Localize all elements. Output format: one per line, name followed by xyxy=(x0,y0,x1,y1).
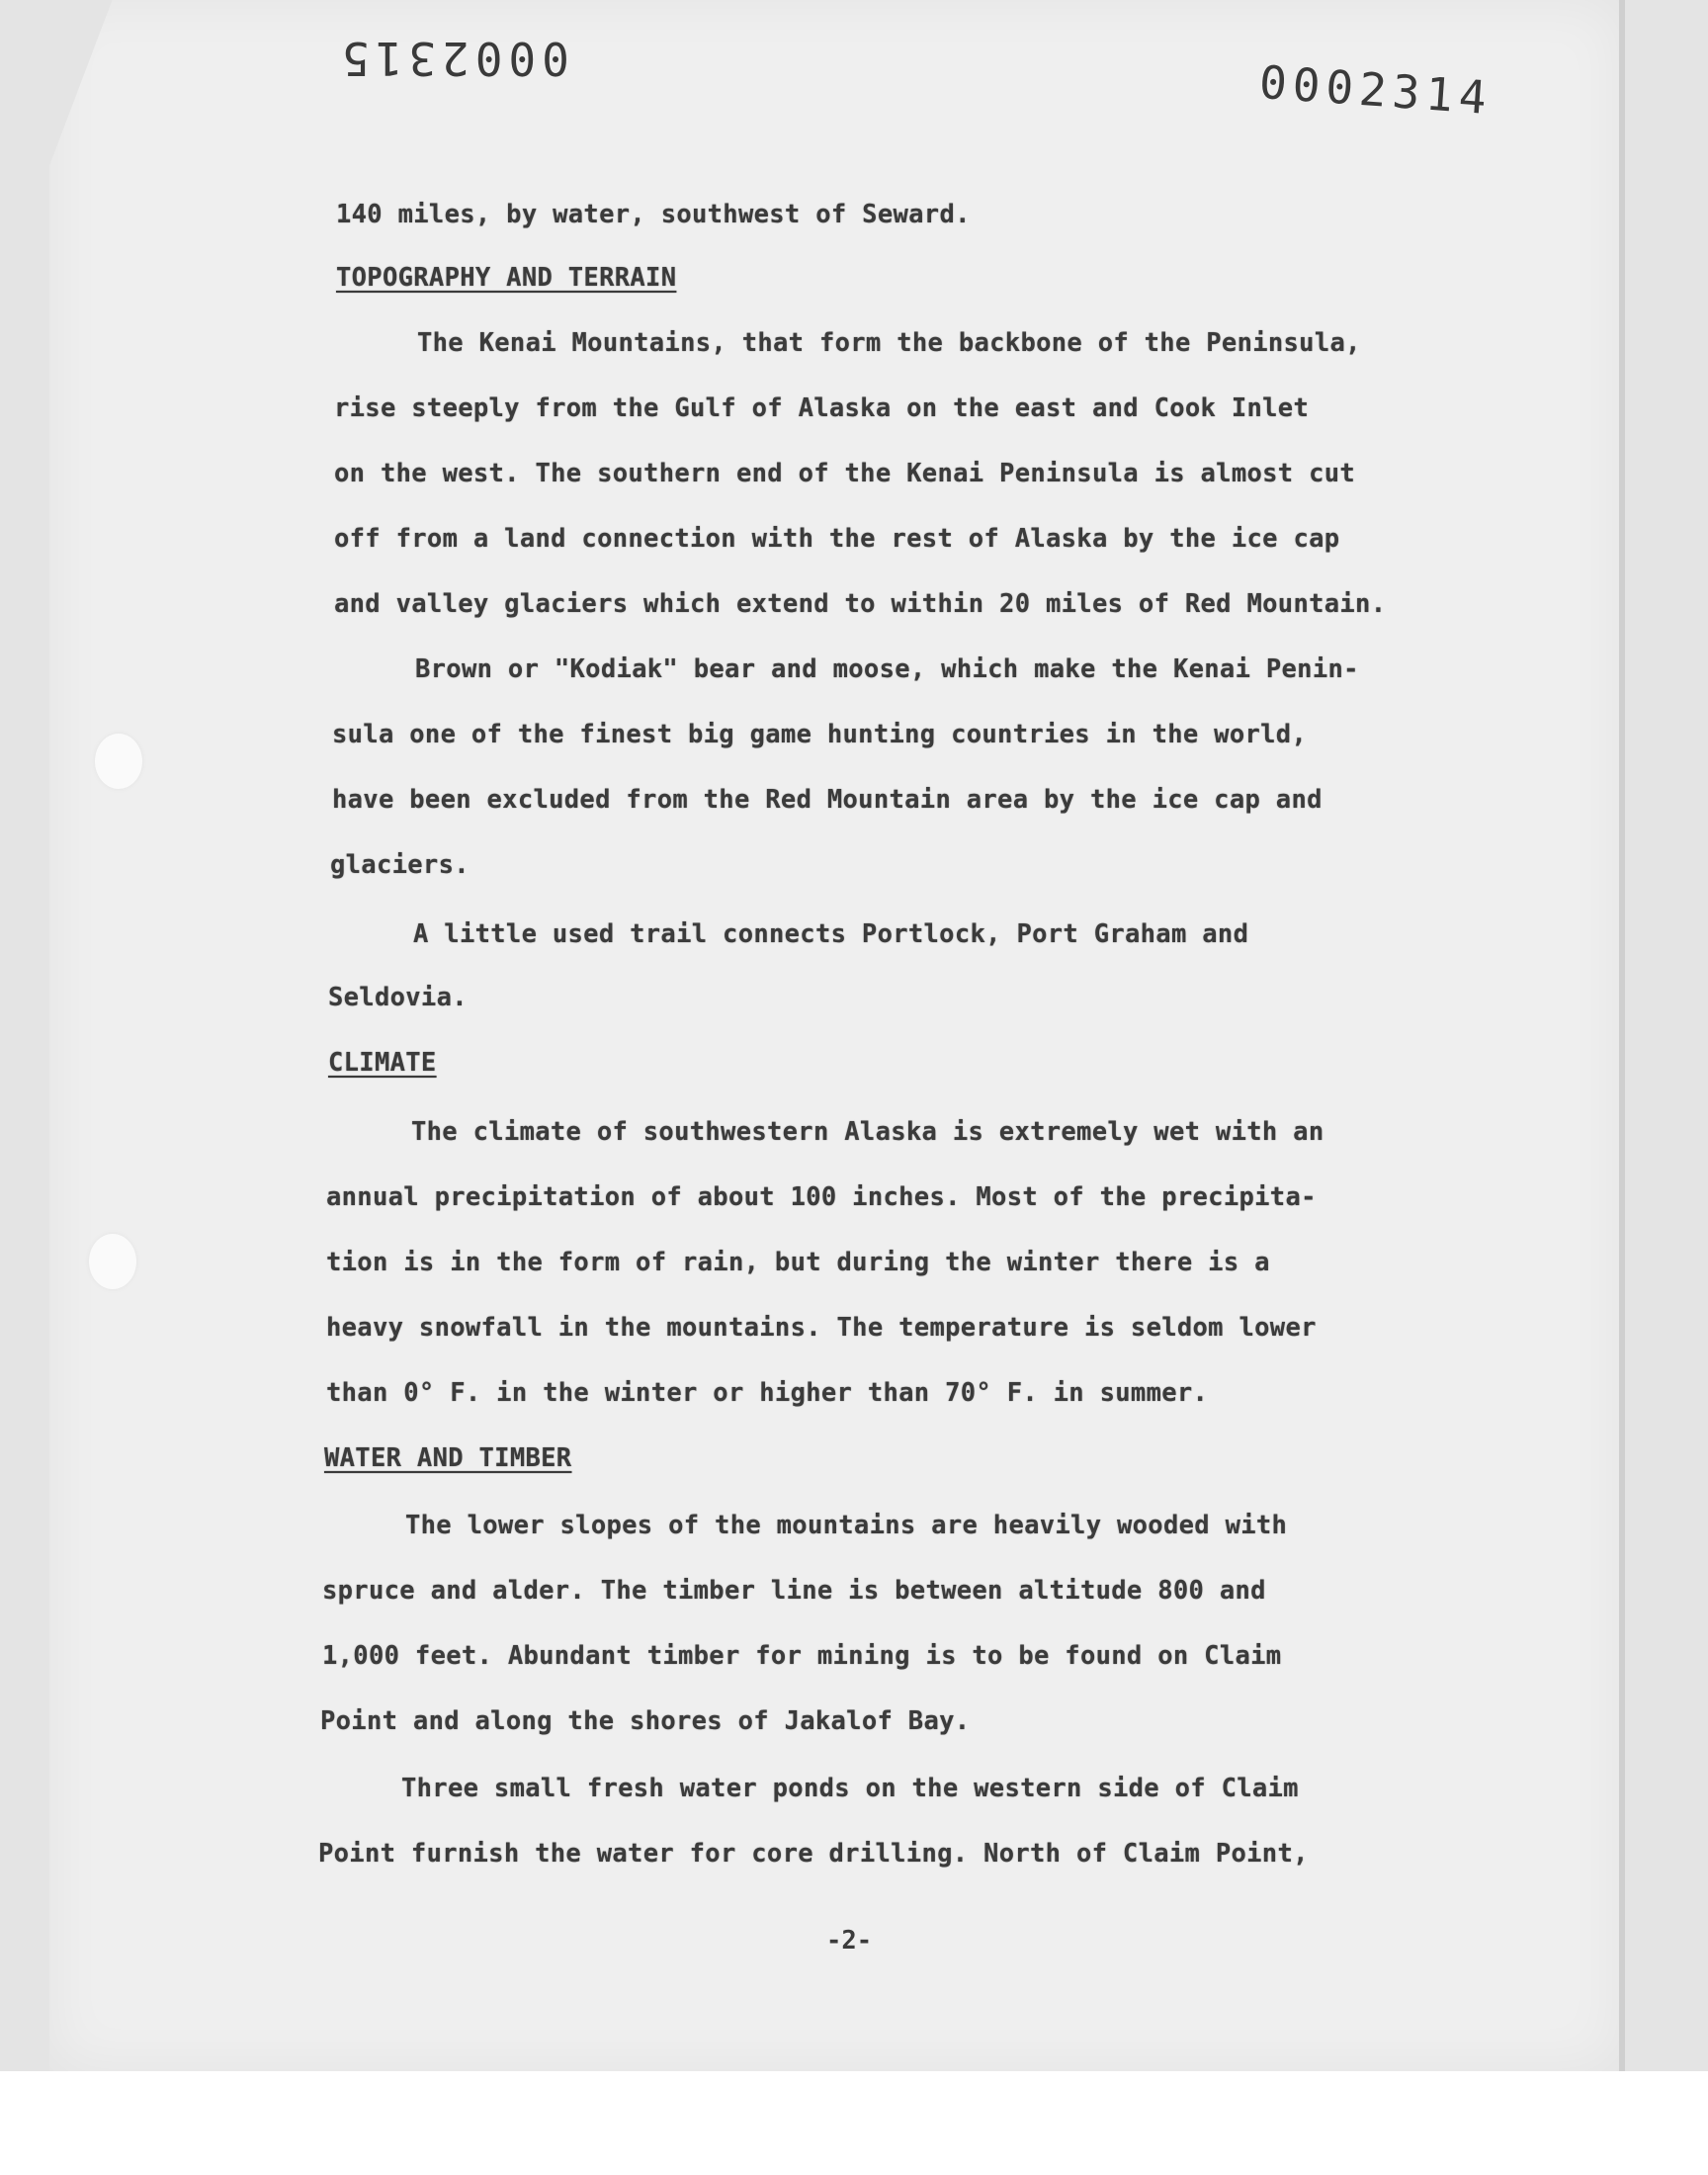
text-line: heavy snowfall in the mountains. The temperature is seldom lower xyxy=(326,1313,1317,1343)
paper-right-edge xyxy=(1619,0,1625,2071)
text-line: glaciers. xyxy=(330,850,470,880)
paper-sheet xyxy=(49,0,1621,2071)
stamp-document-number: 0002314 xyxy=(1257,54,1494,126)
punch-hole-upper xyxy=(95,734,142,789)
text-line: Brown or "Kodiak" bear and moose, which make the Kenai Penin- xyxy=(415,654,1359,684)
punch-hole-lower xyxy=(89,1234,136,1289)
text-line: Point furnish the water for core drilling. North of Claim Point, xyxy=(318,1839,1309,1869)
text-line: off from a land connection with the rest of Alaska by the ice cap xyxy=(334,524,1340,554)
text-line: sula one of the finest big game hunting countries in the world, xyxy=(332,720,1308,749)
stamp-document-number-inverted: 0002315 xyxy=(336,32,569,85)
section-heading-climate: CLIMATE xyxy=(328,1048,437,1078)
text-line: 140 miles, by water, southwest of Seward. xyxy=(336,200,971,229)
text-line: spruce and alder. The timber line is between altitude 800 and xyxy=(322,1576,1266,1606)
text-line: tion is in the form of rain, but during the winter there is a xyxy=(326,1248,1270,1277)
text-line: The Kenai Mountains, that form the backbone of the Peninsula, xyxy=(417,328,1361,358)
text-line: 1,000 feet. Abundant timber for mining is to be found on Claim xyxy=(322,1641,1282,1671)
page-number: -2- xyxy=(826,1926,873,1956)
text-line: Point and along the shores of Jakalof Bay. xyxy=(320,1706,971,1736)
text-line: on the west. The southern end of the Kenai Peninsula is almost cut xyxy=(334,459,1356,488)
text-line: The lower slopes of the mountains are heavily wooded with xyxy=(405,1511,1288,1540)
section-heading-topography: TOPOGRAPHY AND TERRAIN xyxy=(336,263,677,293)
text-line: annual precipitation of about 100 inches. Most of the precipita- xyxy=(326,1182,1317,1212)
text-line: Three small fresh water ponds on the western side of Claim xyxy=(401,1774,1299,1803)
text-line: than 0° F. in the winter or higher than 70° F. in summer. xyxy=(326,1378,1209,1408)
text-line: rise steeply from the Gulf of Alaska on the east and Cook Inlet xyxy=(334,393,1310,423)
text-line: have been excluded from the Red Mountain area by the ice cap and xyxy=(332,785,1323,815)
text-line: and valley glaciers which extend to within 20 miles of Red Mountain. xyxy=(334,589,1387,619)
section-heading-water-timber: WATER AND TIMBER xyxy=(324,1443,572,1473)
text-line: A little used trail connects Portlock, Port Graham and xyxy=(413,919,1249,949)
text-line: The climate of southwestern Alaska is extremely wet with an xyxy=(411,1117,1324,1147)
text-line: Seldovia. xyxy=(328,983,468,1012)
